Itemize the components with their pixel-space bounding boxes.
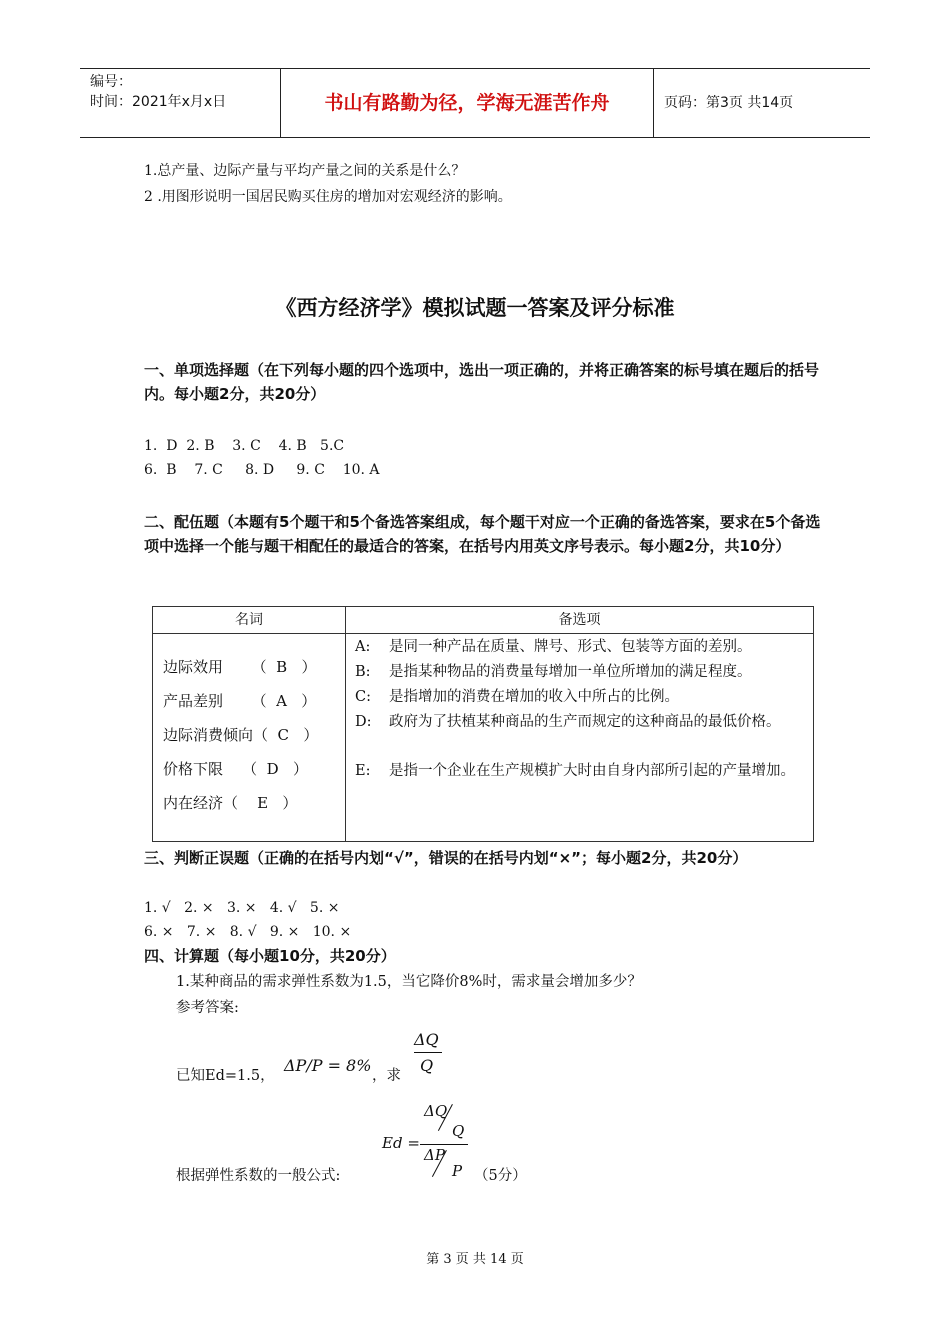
option-item [355,710,805,735]
formula-denominator-p: P [452,1162,463,1180]
option-text: 是指某种物品的消费量每增加一单位所增加的满足程度。 [389,664,752,680]
section-1-answers-row-2: 6. B 7. C 8. D 9. C 10. A [144,462,380,478]
option-item [355,660,805,685]
known-values: 已知Ed=1.5， [176,1068,275,1084]
header-page-number: 页码：第3页 共14页 [664,95,794,111]
fraction-denominator: Q [420,1056,434,1075]
serial-label: 编号： [90,74,132,90]
section-3-answers-row-2: 6. × 7. × 8. √ 9. × 10. × [144,924,352,940]
section-3-answers-row-1: 1. √ 2. × 3. × 4. √ 5. × [144,900,340,916]
column-header-options: 备选项 [558,612,601,628]
formula-numerator-dq: ΔQ [424,1102,448,1120]
matching-table [152,606,814,842]
option-item [355,759,805,784]
option-text: 政府为了扶植某种商品的生产而规定的这种商品的最低价格。 [389,714,781,730]
ask-label: ，求 [372,1068,401,1084]
fraction-numerator: ΔQ [414,1030,439,1049]
option-text: 是同一种产品在质量、牌号、形式、包装等方面的差别。 [389,639,752,655]
question-2: 2 .用图形说明一国居民购买住房的增加对宏观经济的影响。 [144,189,512,205]
page-header [80,68,870,138]
page-footer: 第 3 页 共 14 页 [426,1252,524,1267]
option-key: A: [355,639,371,655]
column-divider [345,607,346,841]
page-title: 《西方经济学》模拟试题一答案及评分标准 [275,296,675,320]
formula-denominator-dp: ΔP [424,1146,445,1164]
option-key: B: [355,664,371,680]
score-label: （5分） [474,1168,527,1184]
option-key: C: [355,689,371,705]
term-row: 价格下限 （ D ） [163,760,308,778]
option-text: 是指一个企业在生产规模扩大时由自身内部所引起的产量增加。 [389,763,795,779]
calc-question-1: 1.某种商品的需求弹性系数为1.5，当它降价8%时，需求量会增加多少？ [176,974,642,990]
fraction-bar [414,1052,442,1053]
section-3-heading: 三、判断正误题（正确的在括号内划“√”，错误的在括号内划“×”；每小题2分，共20分） [144,849,748,867]
term-row: 内在经济（ E ） [163,794,298,812]
column-header-term: 名词 [235,612,263,628]
given-ratio: ΔP/P = 8% [284,1056,372,1075]
option-text: 是指增加的消费在增加的收入中所占的比例。 [389,689,679,705]
option-key: E: [355,763,371,779]
section-1-answers-row-1: 1. D 2. B 3. C 4. B 5.C [144,438,345,454]
formula-description: 根据弹性系数的一般公式: [176,1168,341,1184]
date-label: 时间：2021年x月x日 [90,94,227,110]
option-item [355,635,805,660]
section-4-heading: 四、计算题（每小题10分，共20分） [144,947,396,965]
ed-symbol: Ed = [382,1134,420,1152]
header-info [80,69,280,137]
term-row: 产品差别 （ A ） [163,692,317,710]
formula-numerator-q: Q [452,1122,465,1140]
reference-answer-label: 参考答案: [176,1000,239,1016]
header-motto: 书山有路勤为径，学海无涯苦作舟 [280,69,654,137]
option-item [355,685,805,710]
term-row: 边际效用 （ B ） [163,658,317,676]
section-1-heading: 一、单项选择题（在下列每小题的四个选项中，选出一项正确的，并将正确答案的标号填在题后的括号内。每小题2分，共20分） [144,361,820,403]
section-2-heading: 二、配伍题（本题有5个题干和5个备选答案组成，每个题干对应一个正确的备选答案，要求在5个备选项中选择一个能与题干相配任的最适合的答案，在括号内用英文序号表示。每小题2分，共10分） [144,513,821,555]
question-1: 1.总产量、边际产量与平均产量之间的关系是什么？ [144,163,466,179]
formula-fraction-bar [420,1144,468,1145]
option-key: D: [355,714,372,730]
term-row: 边际消费倾向（ C ） [163,726,319,744]
